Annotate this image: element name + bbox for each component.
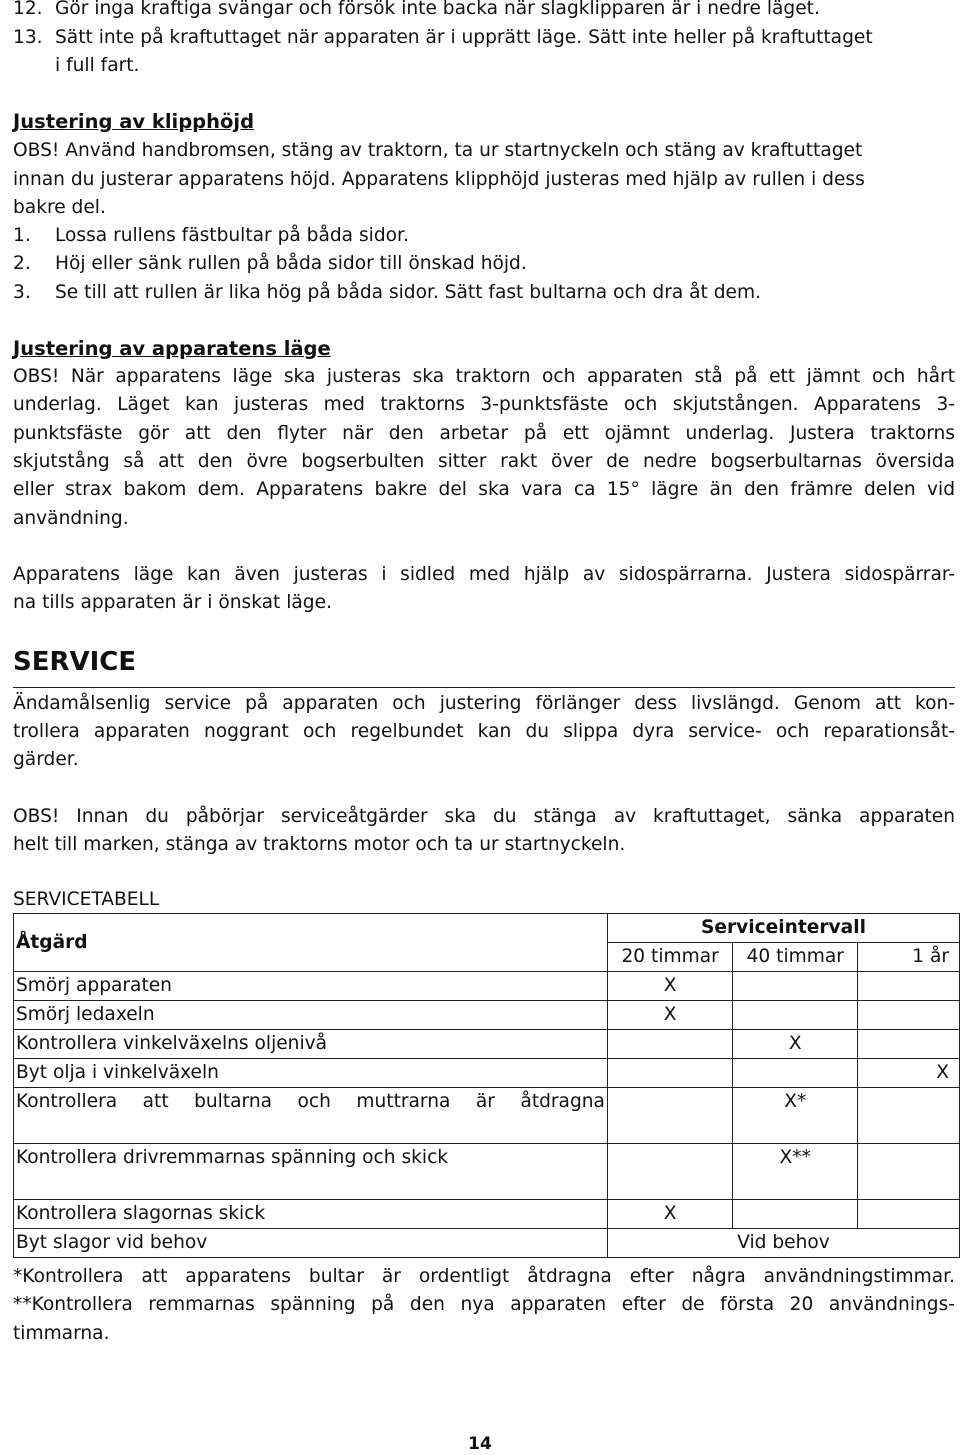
footnote-2: **Kontrollera remmarnas spänning på den nya apparaten efter de första 20 användnings-	[13, 1294, 955, 1315]
cut-height-step-3	[13, 279, 761, 307]
footnote-2-cont: timmarna.	[13, 1323, 110, 1344]
interval-cell-merged: Vid behov	[607, 1229, 959, 1258]
interval-cell-1y	[858, 1030, 960, 1059]
step-number: 3.	[13, 282, 31, 303]
service-warning-line: helt till marken, stänga av traktorns motor och ta ur startnyckeln.	[13, 834, 626, 855]
table-row	[14, 1229, 960, 1258]
table-row	[14, 1001, 960, 1030]
action-cell: Smörj apparaten	[14, 972, 608, 1001]
cut-height-text-line: innan du justerar apparatens höjd. Apparatens klipphöjd justeras med hjälp av rullen i dess	[13, 169, 865, 190]
interval-cell-40h	[733, 1059, 858, 1088]
interval-cell-1y	[858, 1144, 960, 1200]
position-text-line: OBS! När apparatens läge ska justeras ska traktorn och apparaten stå på ett jämnt och hårt	[13, 366, 955, 387]
action-cell	[14, 1088, 608, 1144]
table-header-row	[14, 914, 960, 943]
cut-height-text-line: bakre del.	[13, 197, 106, 218]
instruction-text: Gör inga kraftiga svängar och försök inte backa när slagklipparen är i nedre läget.	[55, 0, 820, 19]
cut-height-step-1	[13, 222, 409, 250]
interval-cell-40h	[733, 1200, 858, 1229]
interval-cell-20h: X	[607, 1001, 732, 1030]
position-text-line: användning.	[13, 508, 129, 529]
interval-cell-40h: X*	[733, 1088, 858, 1144]
action-cell-text: Kontrollera drivremmarnas spänning och skick	[16, 1147, 449, 1168]
table-row	[14, 1200, 960, 1229]
interval-cell-20h: X	[607, 972, 732, 1001]
interval-cell-1y	[858, 1088, 960, 1144]
action-column-header: Åtgärd	[14, 914, 608, 972]
interval-cell-20h	[607, 1144, 732, 1200]
interval-cell-1y	[858, 1001, 960, 1030]
interval-cell-40h: X**	[733, 1144, 858, 1200]
interval-cell-40h	[733, 1001, 858, 1030]
table-row	[14, 1088, 960, 1144]
service-table-title: SERVICETABELL	[13, 889, 160, 910]
interval-cell-1y	[858, 972, 960, 1001]
step-text: Lossa rullens fästbultar på båda sidor.	[55, 225, 409, 246]
service-text-line: gärder.	[13, 749, 79, 770]
action-cell: Byt slagor vid behov	[14, 1229, 608, 1258]
interval-column-header: Serviceintervall	[607, 914, 959, 943]
instruction-number: 12.	[13, 0, 43, 19]
position-sideways-line: na tills apparaten är i önskat läge.	[13, 592, 332, 613]
instruction-13	[13, 24, 873, 52]
instruction-12	[13, 0, 820, 23]
instruction-number: 13.	[13, 27, 43, 48]
action-cell-text: Kontrollera att bultarna och muttrarna är åtdragna	[16, 1091, 605, 1112]
section-heading-position: Justering av apparatens läge	[13, 337, 331, 360]
step-number: 2.	[13, 253, 31, 274]
interval-header-40h: 40 timmar	[733, 943, 858, 972]
position-text-line: underlag. Läget kan justeras med traktorns 3-punktsfäste och skjutstången. Apparatens 3-	[13, 394, 955, 415]
interval-cell-40h	[733, 972, 858, 1001]
action-cell: Kontrollera vinkelväxelns oljenivå	[14, 1030, 608, 1059]
section-heading-cut-height: Justering av klipphöjd	[13, 110, 255, 133]
service-text-line: Ändamålsenlig service på apparaten och justering förlänger dess livslängd. Genom att kon-	[13, 693, 955, 714]
step-number: 1.	[13, 225, 31, 246]
footnote-1: *Kontrollera att apparatens bultar är ordentligt åtdragna efter några användningstimmar.	[13, 1266, 955, 1287]
cut-height-step-2	[13, 250, 527, 278]
interval-cell-20h: X	[607, 1200, 732, 1229]
position-text-line: eller strax bakom dem. Apparatens bakre del ska vara ca 15° lägre än den främre delen vid	[13, 479, 955, 500]
interval-header-1y: 1 år	[858, 943, 960, 972]
action-cell: Byt olja i vinkelväxeln	[14, 1059, 608, 1088]
interval-cell-20h	[607, 1030, 732, 1059]
service-warning-line: OBS! Innan du påbörjar serviceåtgärder ska du stänga av kraftuttaget, sänka apparaten	[13, 806, 955, 827]
action-cell	[14, 1144, 608, 1200]
step-text: Se till att rullen är lika hög på båda sidor. Sätt fast bultarna och dra åt dem.	[55, 282, 761, 303]
instruction-text: Sätt inte på kraftuttaget när apparaten är i upprätt läge. Sätt inte heller på kraftuttaget	[55, 27, 873, 48]
table-row	[14, 1144, 960, 1200]
service-heading: SERVICE	[13, 647, 137, 677]
table-row	[14, 1059, 960, 1088]
interval-header-20h: 20 timmar	[607, 943, 732, 972]
cut-height-text-line: OBS! Använd handbromsen, stäng av traktorn, ta ur startnyckeln och stäng av kraftuttaget	[13, 140, 863, 161]
action-cell: Kontrollera slagornas skick	[14, 1200, 608, 1229]
table-row	[14, 1030, 960, 1059]
position-sideways-line: Apparatens läge kan även justeras i sidled med hjälp av sidospärrarna. Justera sidospärrar-	[13, 564, 955, 585]
action-cell: Smörj ledaxeln	[14, 1001, 608, 1030]
interval-cell-20h	[607, 1059, 732, 1088]
position-text-line: punktsfäste gör att den flyter när den arbetar på ett ojämnt underlag. Justera traktorns	[13, 423, 955, 444]
table-row	[14, 972, 960, 1001]
service-divider	[13, 687, 955, 688]
interval-cell-1y: X	[858, 1059, 960, 1088]
interval-cell-20h	[607, 1088, 732, 1144]
interval-cell-40h: X	[733, 1030, 858, 1059]
page-number: 14	[468, 1434, 492, 1454]
instruction-13-cont: i full fart.	[55, 55, 140, 76]
service-table	[13, 913, 960, 1258]
interval-cell-1y	[858, 1200, 960, 1229]
step-text: Höj eller sänk rullen på båda sidor till önskad höjd.	[55, 253, 527, 274]
position-text-line: skjutstång så att den övre bogserbulten sitter rakt över de nedre bogserbultarnas översida	[13, 451, 955, 472]
service-text-line: trollera apparaten noggrant och regelbundet kan du slippa dyra service- och reparationsåt-	[13, 721, 955, 742]
